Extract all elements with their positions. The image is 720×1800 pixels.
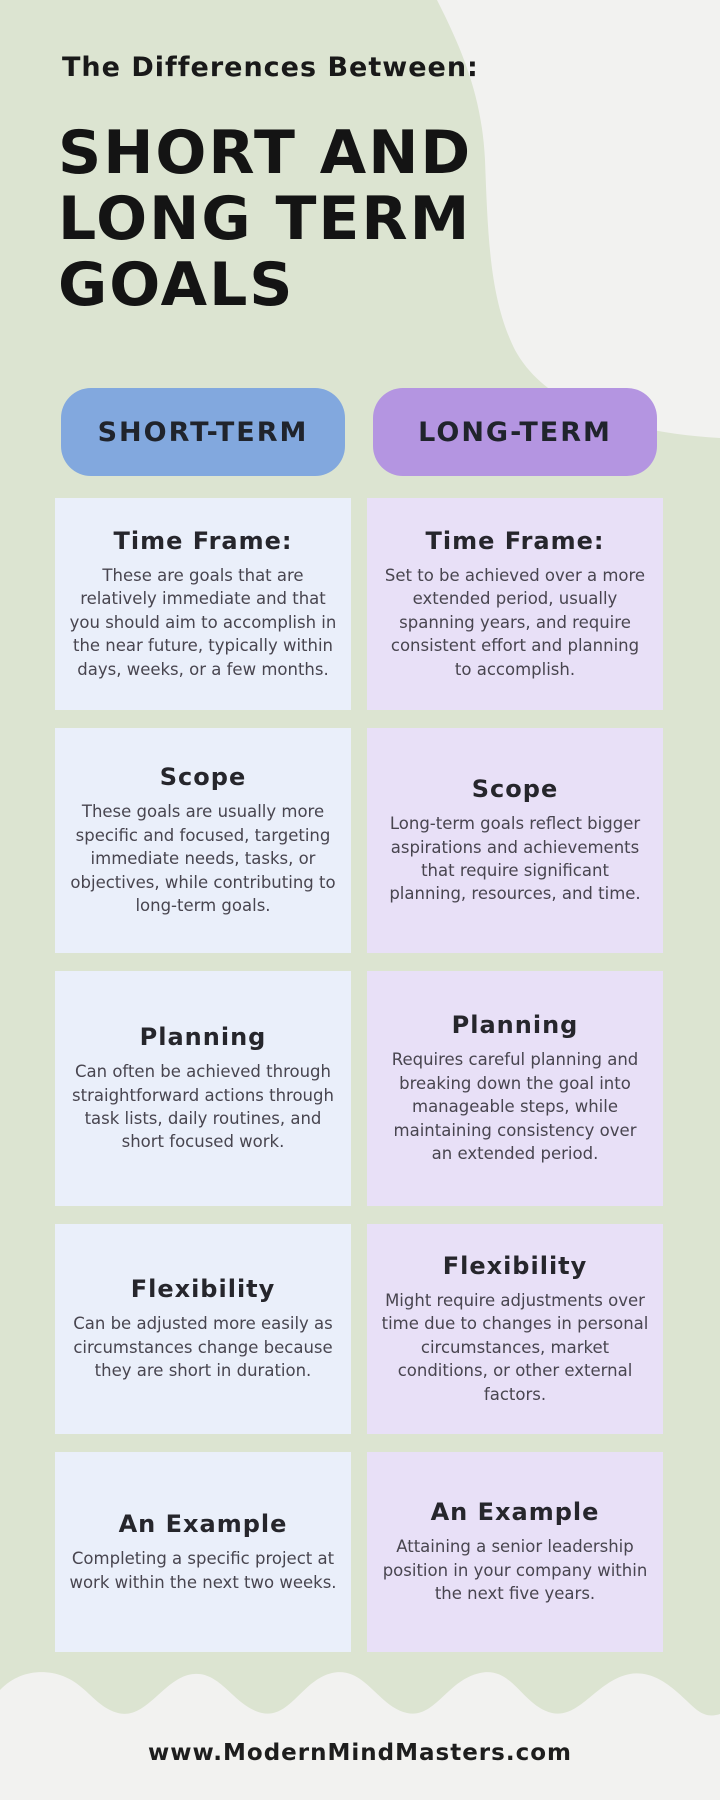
card-short-term-flexibility [55,1224,351,1434]
card-long-term-example [367,1452,663,1652]
bottom-wave-shape [0,1666,720,1800]
card-body: Can often be achieved through straightforward actions through task lists, daily routines, and short focused work. [72,1062,334,1152]
comparison-row-time-frame [55,498,663,710]
card-short-term-planning [55,971,351,1206]
card-long-term-planning [367,971,663,1206]
comparison-row-scope [55,728,663,953]
card-heading: Flexibility [442,1251,588,1280]
comparison-row-flexibility [55,1224,663,1434]
column-headers [55,388,663,476]
card-long-term-flexibility [367,1224,663,1434]
short-term-pill-label: SHORT-TERM [97,416,309,448]
card-heading: An Example [430,1498,600,1527]
card-heading: Scope [159,763,247,792]
card-short-term-example [55,1452,351,1652]
comparison-row-planning [55,971,663,1206]
card-long-term-scope [367,728,663,953]
card-heading: Scope [471,775,559,804]
card-heading: Planning [451,1011,579,1040]
card-body: Completing a specific project at work within the next two weeks. [69,1549,337,1592]
card-heading: Time Frame: [425,526,605,555]
long-term-pill-label: LONG-TERM [418,416,612,448]
short-term-pill [61,388,345,476]
card-body: These goals are usually more specific and focused, targeting immediate needs, tasks, or objectives, while contributing to long-term goals. [70,802,336,916]
comparison-row-example [55,1452,663,1652]
page-title-line-2: LONG TERM [58,184,472,254]
card-short-term-scope [55,728,351,953]
card-body: Long-term goals reflect bigger aspirations and achievements that require significant planning, resources, and time. [389,814,641,904]
card-heading: Time Frame: [113,526,293,555]
card-heading: An Example [118,1510,288,1539]
card-long-term-time-frame [367,498,663,710]
card-body: Set to be achieved over a more extended period, usually spanning years, and require consistent effort and planning to accomplish. [384,565,646,679]
card-body: Can be adjusted more easily as circumstances change because they are short in duration. [73,1314,333,1381]
kicker-title: The Differences Between: [62,52,479,83]
card-short-term-time-frame [55,498,351,710]
card-body: These are goals that are relatively immediate and that you should aim to accomplish in the near future, typically within days, weeks, or a few months. [69,565,337,679]
card-body: Attaining a senior leadership position in your company within the next five years. [382,1537,648,1604]
card-body: Requires careful planning and breaking down the goal into manageable steps, while maintaining consistency over an extended period. [391,1050,639,1164]
comparison-grid [55,498,663,1652]
page-title-line-3: GOALS [58,250,295,320]
page-title-line-1: SHORT AND [58,118,473,188]
footer-link[interactable]: www.ModernMindMasters.com [148,1740,572,1766]
card-heading: Planning [139,1023,267,1052]
card-heading: Flexibility [130,1275,276,1304]
long-term-pill [373,388,657,476]
card-body: Might require adjustments over time due to changes in personal circumstances, market conditions, or other external factors. [381,1290,649,1404]
page-title [58,120,472,318]
